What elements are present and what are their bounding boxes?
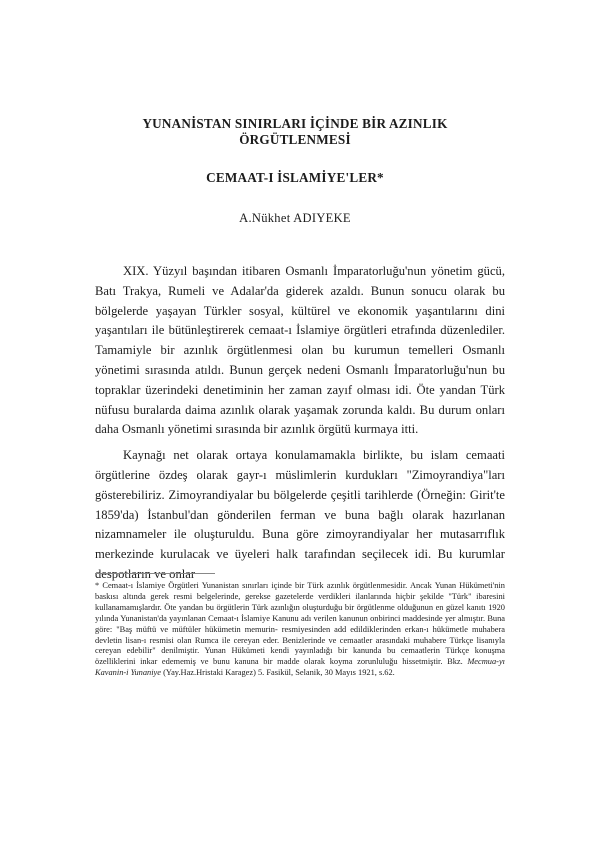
article-body — [95, 262, 505, 585]
footnote-text-1: * Cemaat-ı İslamiye Örgütleri Yunanistan sınırları içinde bir Türk azınlık örgütlenmesidir. Ancak Yunan Hükümeti'nin baskısı altında gerek resmi belgelerinde, gerekse gazetelerde verdikleri ilanlarında hiçbir şekilde "Türk" ibaresini kullanamamışlardır. Öte yandan bu örgütlerin Türk azınlığın oluşturduğu bir örgütlenme olduğunun en güzel kanıtı 1920 yılında Yunanistan'da yayınlanan Cemaat-ı İslamiye Kanunu adı verilen kanunun onbirinci maddesinde yer almıştır. Buna göre: "Baş müftü ve müftüler hükümetin memurin- resmiyesinden add edildiklerinden erkan-ı hükümetle muhabera devletin lisan-ı resmisi olan Rumca ile cereyan eder. Benizlerinde ve cemaatler arasındaki muhabere Türkçe lisanıyla cereyan edebilir" denilmiştir. Yunan Hükümeti kendi yayınladığı bir kanunda bu cemaatlerin Türkçe konuşma özelliklerini inkar edememiş ve bunu kanuna bir madde olarak koyma zorunluluğu hissetmiştir. Bkz. — [95, 581, 505, 667]
footnote-divider — [95, 573, 215, 574]
article-subtitle: CEMAAT-I İSLAMİYE'LER* — [206, 170, 384, 185]
article-author: A.Nükhet ADIYEKE — [239, 211, 351, 225]
article-title: YUNANİSTAN SINIRLARI İÇİNDE BİR AZINLIK ÖRGÜTLENMESİ — [142, 116, 448, 147]
footnote-text-2: (Yay.Haz.Hristaki Karagez) 5. Fasikül, Selanik, 30 Mayıs 1921, s.62. — [161, 668, 395, 678]
footnote — [95, 581, 505, 679]
footnote-italic-title: Mecmua-yı Kavanin-i Yunaniye — [95, 657, 505, 678]
article-header — [95, 116, 495, 226]
body-paragraph-1: XIX. Yüzyıl başından itibaren Osmanlı İmparatorluğu'nun yönetim gücü, Batı Trakya, Rumeli ve Adalar'da giderek azaldı. Bunun sonucu olarak bu bölgelerde yaşayan Türkler sosyal, kültürel ve ekonomik yaşantılarını dini yaşantıları ile bütünleştirerek cemaat-ı İslamiye örgütleri etrafında düzenlediler. Tamamiyle bir azınlık örgütlenmesi olan bu kurumun temelleri Osmanlı yönetimi sırasında atıldı. Bunun gerçek nedeni Osmanlı İmparatorluğu'nun bu topraklar üzerindeki denetiminin her zaman zayıf olması idi. Öte yandan Türk nüfusu buralarda daima azınlık olarak yaşamak zorunda kaldı. Bu durum onları daha Osmanlı yönetimi sırasında bir azınlık örgütü kurmaya itti. — [95, 264, 505, 437]
body-paragraph-2: Kaynağı net olarak ortaya konulamamakla birlikte, bu islam cemaati örgütlerine özdeş olarak gayr-ı müslimlerin kurdukları "Zimoyrandiya"ları gösterebiliriz. Zimoyrandiyalar bu bölgelerde çeşitli tarihlerde (Örneğin: Girit'te 1859'da) İstanbul'dan gönderilen ferman ve buna bağlı olarak hazırlanan nizamnameler ile oluşturuldu. Buna göre zimoyrandiyalar her mutasarrıflık merkezinde kurulacak ve üyeleri halk tarafından seçilecek idi. Bu kurumlar despotların ve onlar — [95, 448, 505, 581]
